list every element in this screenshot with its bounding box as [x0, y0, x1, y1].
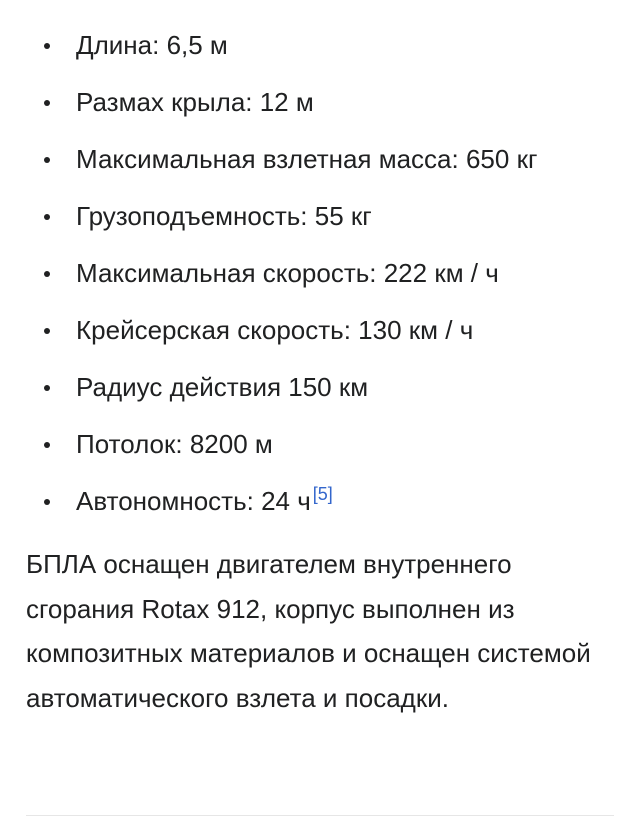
spec-label: Размах крыла: 12 м: [76, 87, 314, 117]
spec-item-ceiling: [0, 423, 640, 480]
spec-item-max-takeoff-mass: [0, 138, 640, 195]
divider: [26, 815, 614, 816]
bullet-icon: [44, 100, 50, 106]
bullet-icon: [44, 157, 50, 163]
spec-label: Длина: 6,5 м: [76, 30, 228, 60]
spec-label: Потолок: 8200 м: [76, 429, 273, 459]
description-paragraph: БПЛА оснащен двигателем внутреннего сгорания Rotax 912, корпус выполнен из композитных материалов и оснащен системой автоматического взлета и посадки.: [26, 549, 591, 713]
bullet-icon: [44, 385, 50, 391]
spec-item-wingspan: [0, 81, 640, 138]
spec-label: Автономность: 24 ч: [76, 486, 311, 516]
spec-label: Крейсерская скорость: 130 км / ч: [76, 315, 474, 345]
spec-label: Радиус действия 150 км: [76, 372, 369, 402]
bullet-icon: [44, 271, 50, 277]
bullet-icon: [44, 214, 50, 220]
spec-item-endurance: [0, 480, 640, 537]
spec-label: Грузоподъемность: 55 кг: [76, 201, 372, 231]
spec-item-length: [0, 24, 640, 81]
bullet-icon: [44, 328, 50, 334]
bullet-icon: [44, 442, 50, 448]
bullet-icon: [44, 43, 50, 49]
spec-list: [0, 24, 640, 537]
spec-item-cruise-speed: [0, 309, 640, 366]
spec-label: Максимальная скорость: 222 км / ч: [76, 258, 499, 288]
bullet-icon: [44, 499, 50, 505]
spec-item-payload: [0, 195, 640, 252]
spec-item-range: [0, 366, 640, 423]
reference-link[interactable]: [5]: [312, 484, 333, 505]
spec-item-max-speed: [0, 252, 640, 309]
spec-label: Максимальная взлетная масса: 650 кг: [76, 144, 538, 174]
